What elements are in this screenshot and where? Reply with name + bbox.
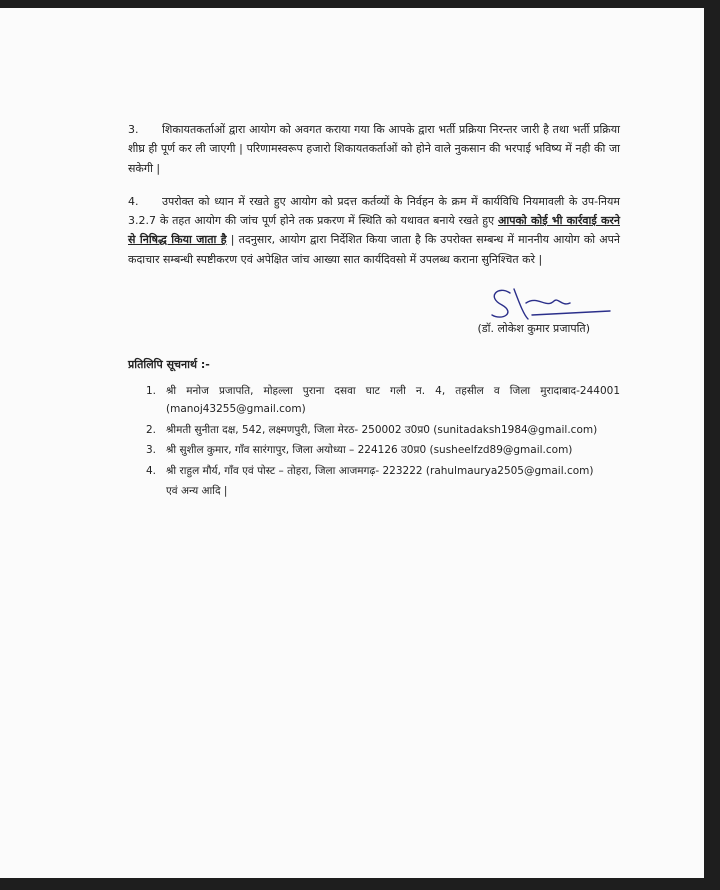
prohibition-emphasis: आपको कोई भी कार्रवाई करने से निषिद्ध किया जाता है <box>128 214 620 247</box>
paragraph-text: शिकायतकर्ताओं द्वारा आयोग को अवगत कराया गया कि आपके द्वारा भर्ती प्रक्रिया निरन्तर जारी है तथा भर्ती प्रक्रिया शीघ्र ही पूर्ण कर ली जाएगी | परिणामस्वरूप हजारो शिकायतकर्ताओं को होने वाले नुकसान की भरपाई भविष्य में नही की जा सकेगी | <box>128 123 620 175</box>
paragraph-text-continued: | तदनुसार, आयोग द्वारा निर्देशित किया जाता है कि उपरोक्त सम्बन्ध में माननीय आयोग को अपने कदाचार सम्बन्धी स्पष्टीकरण एवं अपेक्षित जांच आख्या सात कार्यदिवसो में उपलब्ध कराना सुनिश्चित करे | <box>128 233 621 266</box>
cc-heading: प्रतिलिपि सूचनार्थ :- <box>128 357 210 371</box>
cc-closing: एवं अन्य आदि | <box>166 484 228 497</box>
cc-text: श्रीमती सुनीता दक्ष, 542, लक्ष्मणपुरी, जिला मेरठ- 250002 उ0प्र0 (sunitadaksh1984@gmail.com) <box>166 423 598 436</box>
cc-text: श्री राहुल मौर्य, गाँव एवं पोस्ट – तोहरा, जिला आजमगढ़- 223222 (rahulmaurya2505@gmail.com) <box>166 464 594 477</box>
paragraph-number: 3. <box>128 123 139 136</box>
cc-number: 1. <box>146 385 157 397</box>
cc-number: 2. <box>146 423 157 436</box>
cc-text: श्री मनोज प्रजापति, मोहल्ला पुराना दसवा घाट गली न. 4, तहसील व जिला मुरादाबाद-244001 (manoj43255@gmail.com) <box>166 385 620 416</box>
cc-recipient-3 <box>128 441 620 459</box>
paragraph-text: उपरोक्त को ध्यान में रखते हुए आयोग को प्रदत्त कर्तव्यों के निर्वहन के क्रम में कार्यविधि नियमावली के उप-नियम 3.2.7 के तहत आयोग की जांच पूर्ण होने तक प्रकरण में स्थिति को यथावत बनाये रखते हुए <box>128 194 620 227</box>
cc-list <box>128 382 620 480</box>
document-page <box>0 8 704 878</box>
paragraph-number: 4. <box>128 194 139 208</box>
cc-number: 3. <box>146 444 157 457</box>
cc-number: 4. <box>146 464 157 477</box>
paragraph-3 <box>128 120 620 178</box>
handwritten-signature <box>458 275 618 325</box>
cc-recipient-4 <box>128 462 620 480</box>
letter-body <box>128 120 620 500</box>
signature-block <box>128 275 620 347</box>
signatory-name: (डॉ. लोकेश कुमार प्रजापति) <box>477 321 590 335</box>
cc-recipient-1 <box>128 382 620 419</box>
cc-text: श्री सुशील कुमार, गाँव सारंगापुर, जिला अयोध्या – 224126 उ0प्र0 (susheelfzd89@gmail.com) <box>166 444 573 457</box>
paragraph-4 <box>128 192 620 269</box>
cc-recipient-2 <box>128 421 620 439</box>
